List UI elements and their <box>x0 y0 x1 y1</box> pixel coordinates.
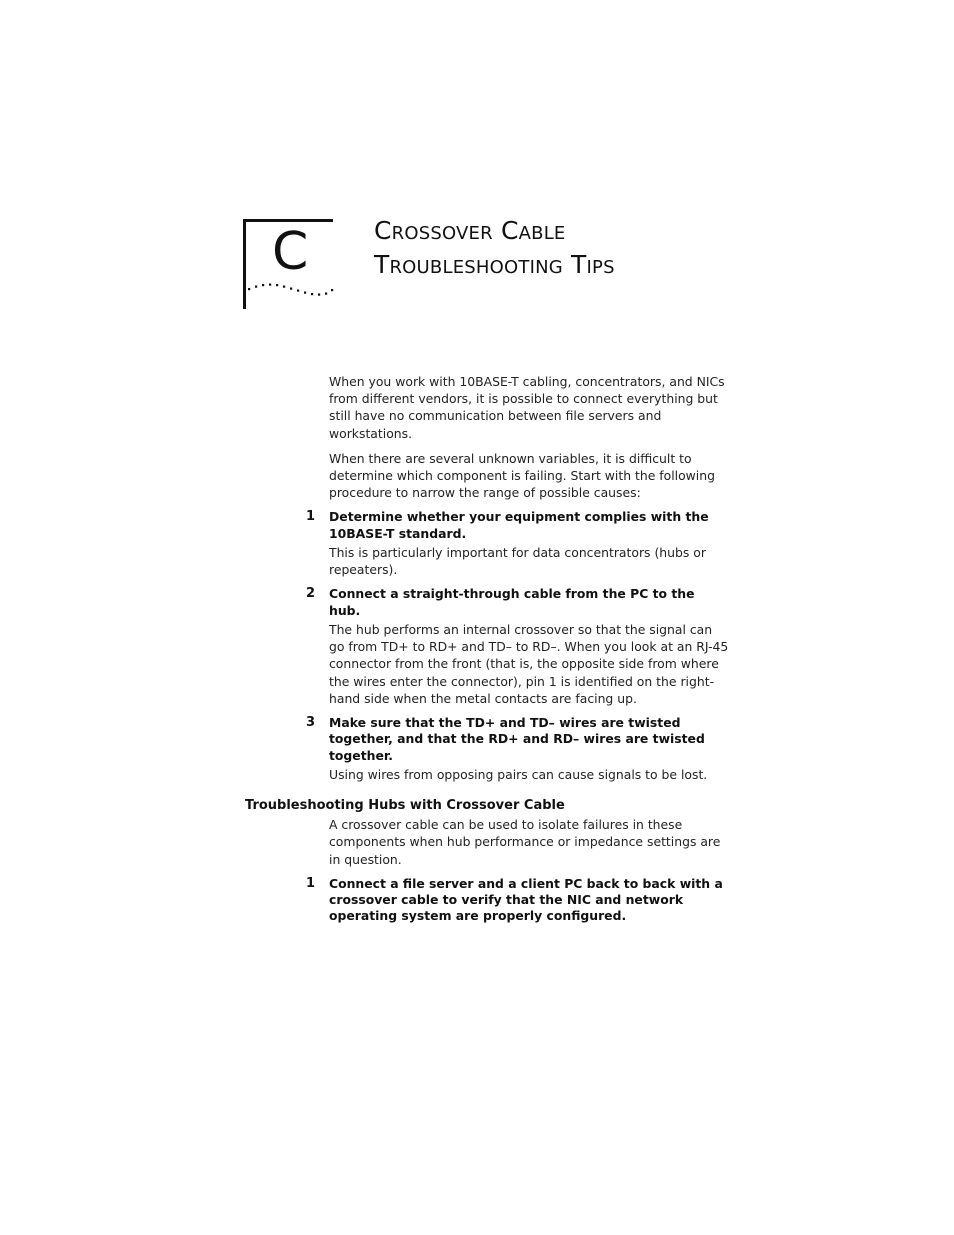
procedure-step-2 <box>306 586 729 707</box>
step-number: 1 <box>306 509 316 525</box>
step-number: 2 <box>306 586 316 602</box>
step-title: Determine whether your equipment complies with the 10BASE-T standard. <box>329 509 709 541</box>
procedure-step-1 <box>306 509 729 578</box>
section-step-1 <box>306 875 729 925</box>
chapter-title-line-1: Crossover Cable <box>374 216 566 245</box>
step-body: This is particularly important for data concentrators (hubs or repeaters). <box>329 545 706 578</box>
step-body: The hub performs an internal crossover so that the signal can go from TD+ to RD+ and TD– to RD–. When you look at an RJ-45 connector from the front (that is, the opposite side from where the wires enter the connector), pin 1 is identified on the right-hand side when the metal contacts are facing up. <box>329 622 729 706</box>
chapter-title <box>374 214 615 282</box>
intro-paragraph-2: When there are several unknown variables, it is difficult to determine which component is failing. Start with the following procedure to narrow the range of possible causes: <box>329 450 715 501</box>
procedure-step-3 <box>306 715 729 783</box>
step-title: Make sure that the TD+ and TD– wires are twisted together, and that the RD+ and RD– wires are twisted together. <box>329 715 705 763</box>
dotted-wave-icon <box>248 284 333 296</box>
section-heading: Troubleshooting Hubs with Crossover Cable <box>245 798 565 814</box>
step-number: 3 <box>306 715 316 731</box>
step-number: 1 <box>306 875 316 891</box>
section-intro-paragraph: A crossover cable can be used to isolate failures in these components when hub performance or impedance settings are in question. <box>329 817 721 867</box>
chapter-content <box>0 373 954 927</box>
step-title: Connect a file server and a client PC back to back with a crossover cable to verify that the NIC and network operating system are properly configured. <box>329 875 723 924</box>
chapter-badge <box>242 218 342 313</box>
step-body: Using wires from opposing pairs can cause signals to be lost. <box>329 766 708 782</box>
chapter-letter: C <box>272 222 309 282</box>
step-title: Connect a straight-through cable from the PC to the hub. <box>329 586 695 618</box>
intro-paragraph-1: When you work with 10BASE-T cabling, concentrators, and NICs from different vendors, it is possible to connect everything but still have no communication between file servers and workstations. <box>329 374 725 441</box>
chapter-title-line-2: Troubleshooting Tips <box>374 250 615 279</box>
